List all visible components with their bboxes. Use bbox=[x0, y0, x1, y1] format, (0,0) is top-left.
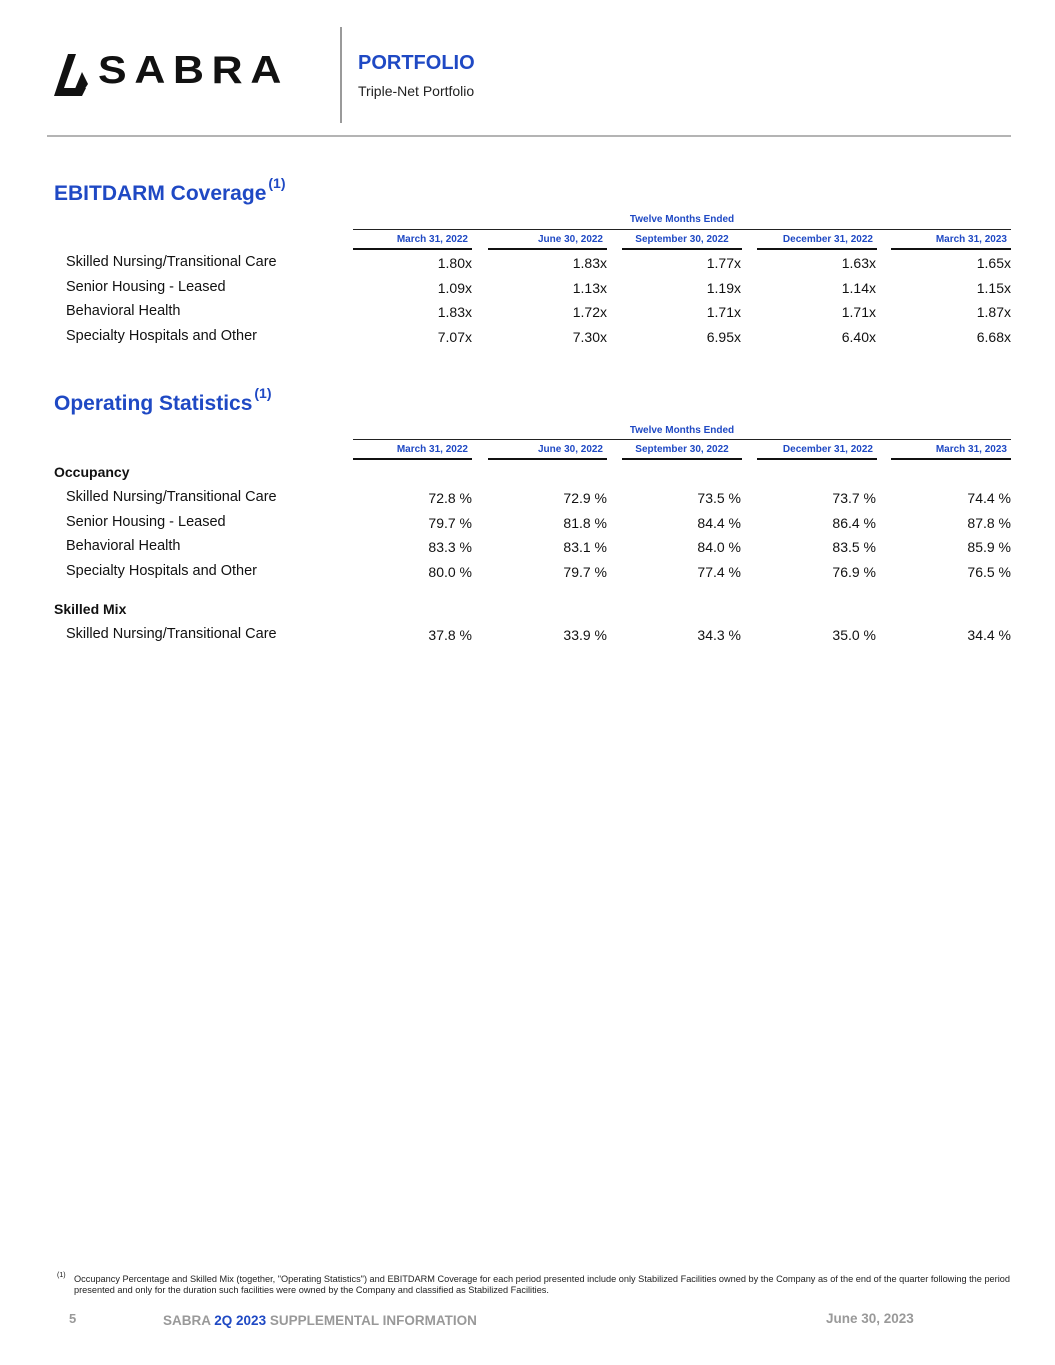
column-header: September 30, 2022 bbox=[622, 444, 742, 460]
value-cell: 1.63x bbox=[841, 255, 876, 271]
value-cell: 1.83x bbox=[572, 255, 607, 271]
value-cell: 84.4 % bbox=[697, 514, 741, 531]
value-cell: 76.5 % bbox=[967, 563, 1011, 580]
value-cell: 33.9 % bbox=[563, 627, 607, 643]
footnote-marker: (1) bbox=[57, 1272, 66, 1279]
value-cell: 83.1 % bbox=[563, 539, 607, 556]
row-label: Senior Housing - Leased bbox=[66, 513, 226, 530]
column-header: March 31, 2022 bbox=[353, 234, 472, 250]
value-cell: 1.72x bbox=[572, 304, 607, 321]
value-cell: 6.68x bbox=[976, 328, 1011, 345]
value-cell: 73.7 % bbox=[832, 490, 876, 506]
value-cell: 84.0 % bbox=[697, 539, 741, 556]
ebitdarm-title: EBITDARM Coverage $^{(1)}$ bbox=[54, 175, 286, 205]
value-cell: 73.5 % bbox=[697, 490, 741, 506]
row-label: Senior Housing - Leased bbox=[66, 278, 226, 295]
value-cell: 1.65x bbox=[976, 255, 1011, 271]
value-cell: 35.0 % bbox=[832, 627, 876, 643]
value-cell: 1.14x bbox=[841, 279, 876, 296]
column-header: June 30, 2022 bbox=[488, 444, 607, 460]
value-cell: 87.8 % bbox=[967, 514, 1011, 531]
footer-date: June 30, 2023 bbox=[826, 1311, 914, 1326]
row-label: Skilled Nursing/Transitional Care bbox=[66, 626, 277, 642]
value-cell: 1.87x bbox=[976, 304, 1011, 321]
page-number: 5 bbox=[69, 1311, 77, 1326]
row-label: Skilled Nursing/Transitional Care bbox=[66, 489, 277, 505]
value-cell: 85.9 % bbox=[967, 539, 1011, 556]
value-cell: 79.7 % bbox=[563, 563, 607, 580]
value-cell: 1.19x bbox=[706, 279, 741, 296]
value-cell: 1.71x bbox=[841, 304, 876, 321]
value-cell: 1.77x bbox=[706, 255, 741, 271]
footnote-text: Occupancy Percentage and Skilled Mix (together, "Operating Statistics") and EBITDARM Coverage for each period presented include only Stabilized Facilities owned by the Company as of the end of the quarter following the period presented and only for the duration such facilities were owned by the Company and classified as Stabilized Facilities. bbox=[74, 1274, 1010, 1295]
value-cell: 83.5 % bbox=[832, 539, 876, 556]
value-cell: 76.9 % bbox=[832, 563, 876, 580]
row-label: Behavioral Health bbox=[66, 538, 181, 555]
column-header: June 30, 2022 bbox=[488, 234, 607, 250]
value-cell: 81.8 % bbox=[563, 514, 607, 531]
section-subtitle: Triple-Net Portfolio bbox=[358, 83, 475, 99]
value-cell: 83.3 % bbox=[428, 539, 472, 556]
value-cell: 77.4 % bbox=[697, 563, 741, 580]
value-cell: 72.8 % bbox=[428, 490, 472, 506]
ebitdarm-period-label: Twelve Months Ended bbox=[629, 214, 735, 225]
header-divider bbox=[340, 27, 342, 123]
value-cell: 72.9 % bbox=[563, 490, 607, 506]
column-header: December 31, 2022 bbox=[757, 444, 877, 460]
skilled-mix-label: Skilled Mix bbox=[54, 601, 127, 617]
value-cell: 79.7 % bbox=[428, 514, 472, 531]
footnote-ref: (1) bbox=[254, 385, 272, 401]
value-cell: 37.8 % bbox=[428, 627, 472, 643]
value-cell: 1.09x bbox=[437, 279, 472, 296]
value-cell: 6.40x bbox=[841, 328, 876, 345]
value-cell: 80.0 % bbox=[428, 563, 472, 580]
value-cell: 7.30x bbox=[572, 328, 607, 345]
value-cell: 74.4 % bbox=[967, 490, 1011, 506]
section-title: PORTFOLIO bbox=[358, 52, 475, 74]
value-cell: 1.71x bbox=[706, 304, 741, 321]
operating-period-rule bbox=[353, 439, 1011, 440]
row-label: Specialty Hospitals and Other bbox=[66, 562, 258, 579]
column-header: September 30, 2022 bbox=[622, 234, 742, 250]
value-cell: 34.4 % bbox=[967, 627, 1011, 643]
value-cell: 34.3 % bbox=[697, 627, 741, 643]
footnote-ref: (1) bbox=[268, 175, 286, 191]
value-cell: 1.13x bbox=[572, 279, 607, 296]
occupancy-label: Occupancy bbox=[54, 464, 130, 480]
operating-title: Operating Statistics $^{(1)}$ bbox=[54, 385, 272, 415]
value-cell: 1.15x bbox=[976, 279, 1011, 296]
value-cell: 1.80x bbox=[437, 255, 472, 271]
value-cell: 1.83x bbox=[437, 304, 472, 321]
operating-period-label: Twelve Months Ended bbox=[629, 425, 735, 436]
sabra-logo-wordmark: SABRA bbox=[98, 49, 290, 92]
sabra-logo-mark bbox=[52, 50, 102, 100]
header-rule bbox=[47, 135, 1011, 137]
value-cell: 6.95x bbox=[706, 328, 741, 345]
column-header: March 31, 2022 bbox=[353, 444, 472, 460]
row-label: Skilled Nursing/Transitional Care bbox=[66, 254, 277, 270]
footer-title: SABRA 2Q 2023 SUPPLEMENTAL INFORMATION bbox=[163, 1313, 477, 1328]
column-header: March 31, 2023 bbox=[891, 444, 1011, 460]
column-header: December 31, 2022 bbox=[757, 234, 877, 250]
value-cell: 86.4 % bbox=[832, 514, 876, 531]
row-label: Specialty Hospitals and Other bbox=[66, 327, 258, 344]
row-label: Behavioral Health bbox=[66, 303, 181, 320]
value-cell: 7.07x bbox=[437, 328, 472, 345]
ebitdarm-period-rule bbox=[353, 229, 1011, 230]
column-header: March 31, 2023 bbox=[891, 234, 1011, 250]
